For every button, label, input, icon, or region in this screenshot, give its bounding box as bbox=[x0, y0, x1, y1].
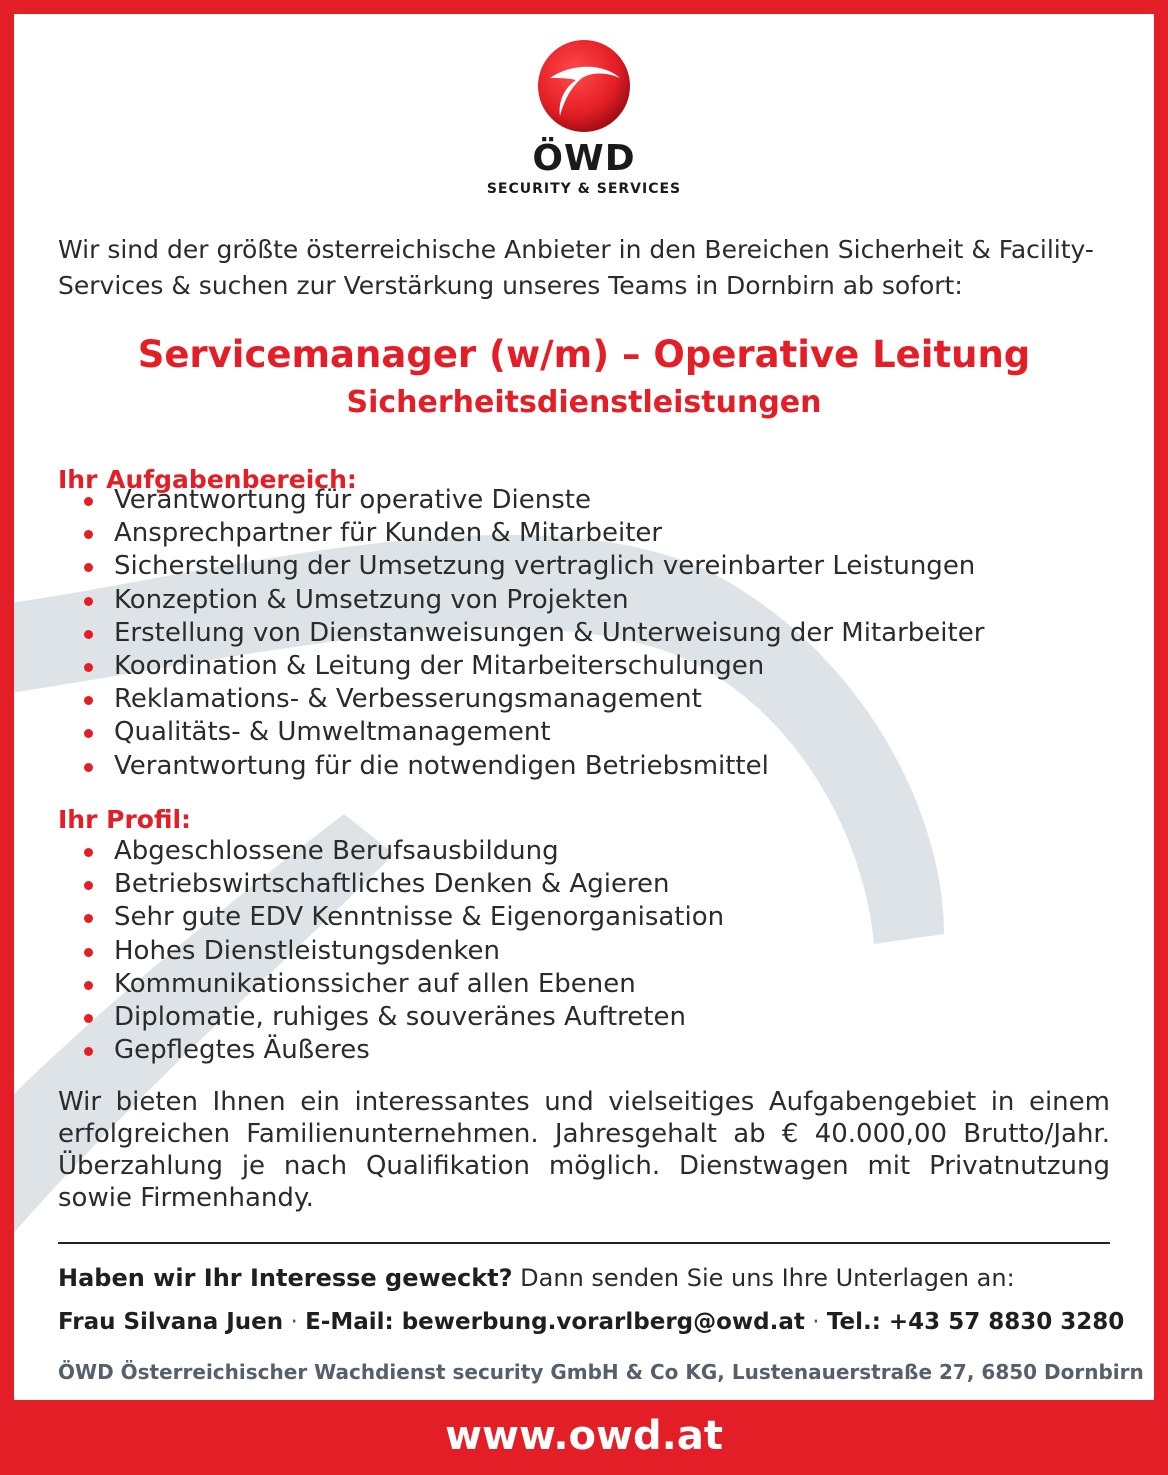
list-item: Ansprechpartner für Kunden & Mitarbeiter bbox=[78, 517, 984, 550]
list-item: Gepflegtes Äußeres bbox=[78, 1034, 724, 1067]
footer-url-link[interactable]: www.owd.at bbox=[445, 1413, 723, 1459]
tasks-list bbox=[78, 484, 984, 783]
cta-text: Dann senden Sie uns Ihre Unterlagen an: bbox=[512, 1264, 1015, 1292]
list-item: Abgeschlossene Berufsausbildung bbox=[78, 835, 724, 868]
job-subtitle: Sicherheitsdienstleistungen bbox=[346, 385, 822, 420]
logo-tagline: SECURITY & SERVICES bbox=[486, 181, 682, 197]
owd-emblem-icon bbox=[536, 38, 632, 134]
cta-question: Haben wir Ihr Interesse geweckt? bbox=[58, 1264, 513, 1292]
profile-list bbox=[78, 835, 724, 1067]
job-title: Servicemanager (w/m) – Operative Leitung bbox=[137, 333, 1031, 376]
list-item: Sicherstellung der Umsetzung vertraglich vereinbarter Leistungen bbox=[78, 550, 984, 583]
list-item: Verantwortung für die notwendigen Betriebsmittel bbox=[78, 750, 984, 783]
contact-separator: · bbox=[283, 1309, 306, 1335]
owd-logo bbox=[481, 38, 687, 208]
contact-line bbox=[58, 1306, 1124, 1338]
job-ad-page bbox=[14, 14, 1154, 1400]
call-to-action bbox=[58, 1262, 1015, 1294]
list-item: Erstellung von Dienstanweisungen & Unterweisung der Mitarbeiter bbox=[78, 617, 984, 650]
list-item: Hohes Dienstleistungsdenken bbox=[78, 935, 724, 968]
contact-phone[interactable]: Tel.: +43 57 8830 3280 bbox=[826, 1309, 1125, 1335]
tasks-heading: Ihr Aufgabenbereich: bbox=[58, 465, 357, 494]
list-item: Konzeption & Umsetzung von Projekten bbox=[78, 584, 984, 617]
list-item: Reklamations- & Verbesserungsmanagement bbox=[78, 683, 984, 716]
contact-name: Frau Silvana Juen bbox=[58, 1309, 284, 1335]
contact-email-link[interactable]: E-Mail: bewerbung.vorarlberg@owd.at bbox=[305, 1309, 805, 1335]
offer-text: Wir bieten Ihnen ein interessantes und vielseitiges Aufgabengebiet in einem erfolgreichen Familienunternehmen. Jahresgehalt ab € 40.000,00 Brutto/Jahr. Überzahlung je nach Qualifikation möglich. Dienstwagen mit Privatnutzung sowie Firmenhandy. bbox=[58, 1087, 1110, 1213]
profile-heading: Ihr Profil: bbox=[58, 805, 192, 834]
list-item: Diplomatie, ruhiges & souveränes Auftreten bbox=[78, 1001, 724, 1034]
divider bbox=[58, 1242, 1110, 1244]
list-item: Koordination & Leitung der Mitarbeiterschulungen bbox=[78, 650, 984, 683]
company-address: ÖWD Österreichischer Wachdienst security GmbH & Co KG, Lustenauerstraße 27, 6850 Dornbirn bbox=[58, 1360, 1144, 1384]
list-item: Betriebswirtschaftliches Denken & Agieren bbox=[78, 868, 724, 901]
list-item: Sehr gute EDV Kenntnisse & Eigenorganisation bbox=[78, 901, 724, 934]
list-item: Verantwortung für operative Dienste bbox=[78, 484, 984, 517]
contact-separator: · bbox=[804, 1309, 827, 1335]
logo-wordmark: ÖWD bbox=[532, 138, 636, 179]
list-item: Kommunikationssicher auf allen Ebenen bbox=[78, 968, 724, 1001]
intro-text: Wir sind der größte österreichische Anbieter in den Bereichen Sicherheit & Facility-Services & suchen zur Verstärkung unseres Teams in Dornbirn ab sofort: bbox=[58, 235, 1094, 300]
list-item: Qualitäts- & Umweltmanagement bbox=[78, 716, 984, 749]
